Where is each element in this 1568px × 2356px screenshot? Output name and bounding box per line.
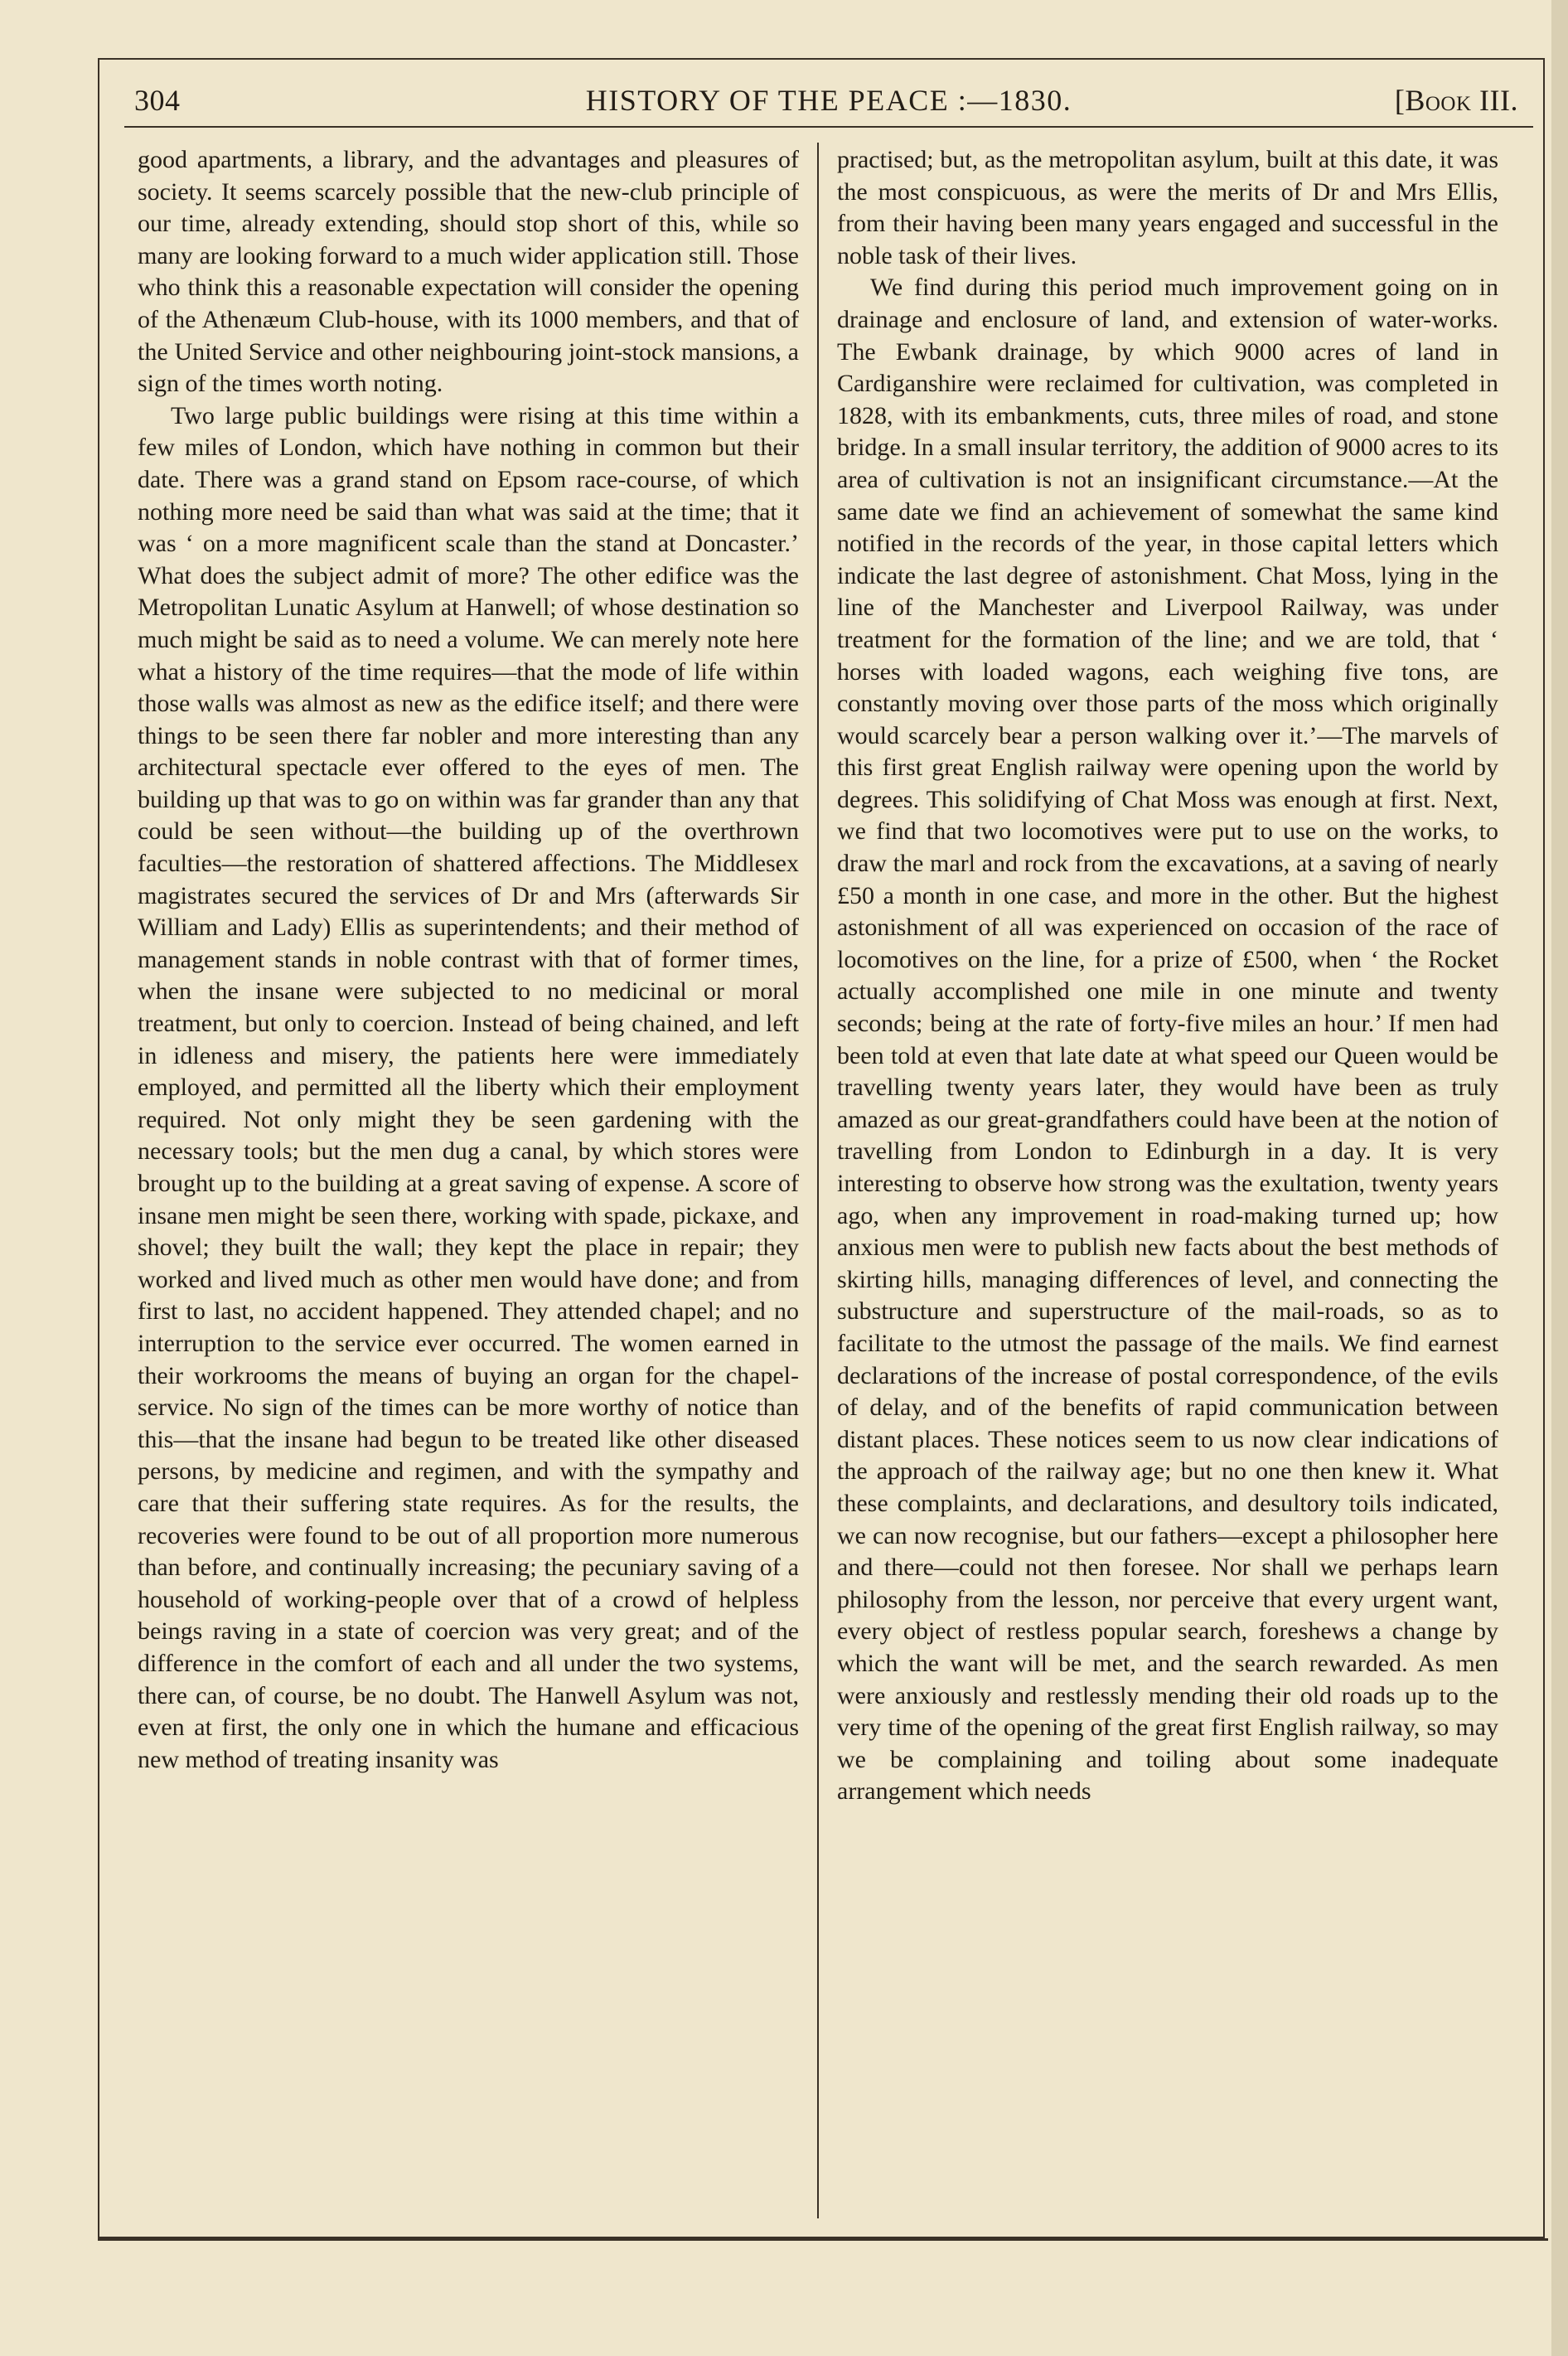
paragraph: Two large public buildings were rising at this time within a few miles of London, which have nothing in common but their date. There was a grand stand on Epsom race-course, of which nothing more need be said than what was said at the time; that it was ‘ on a more magnificent scale than the stand at Doncaster.’ What does the subject admit of more? The other edifice was the Metropolitan Lunatic Asylum at Hanwell; of whose destination so much might be said as to need a volume. We can merely note here what a history of the time requires—that the mode of life within those walls was almost as new as the edifice itself; and there were things to be seen there far nobler and more interesting than any architectural spectacle ever offered to the eyes of men. The building up that was to go on within was far grander than any that could be seen without—the building up of the overthrown faculties—the restoration of shattered affections. The Middlesex magistrates secured the services of Dr and Mrs (afterwards Sir William and Lady) Ellis as superintendents; and their method of management stands in noble contrast with that of former times, when the insane were subjected to no medicinal or moral treatment, but only to coercion. Instead of being chained, and left in idleness and misery, the patients here were immediately employed, and permitted all the liberty which their employment required. Not only might they be seen gardening with the necessary tools; but the men dug a canal, by which stores were brought up to the building at a great saving of expense. A score of insane men might be seen there, working with spade, pickaxe, and shovel; they built the wall; they kept the place in repair; they worked and lived much as other men would have done; and from first to last, no accident happened. They attended chapel; and no interruption to the service ever occurred. The women earned in their workrooms the means of buying an organ for the chapel-service. No sign of the times can be more worthy of notice than this—that the insane had begun to be treated like other diseased persons, by medicine and regimen, and with the sympathy and care that their suffering state requires. As for the results, the recoveries were found to be out of all proportion more numerous than before, and continually increasing; the pecuniary saving of a household of working-people over that of a crowd of helpless beings raving in a state of coercion was very great; and of the difference in the comfort of each and all under the two systems, there can, of course, be no doubt. The Hanwell Asylum was not, even at first, the only one in which the humane and efficacious new method of treating insanity was <box>138 401 799 1773</box>
running-title: HISTORY OF THE PEACE :—1830. <box>585 84 1072 117</box>
book-reference: [Book III. <box>1394 84 1518 117</box>
page-edge <box>1551 0 1568 2356</box>
paragraph: good apartments, a library, and the advantages and pleasures of society. It seems scarcely possible that the new-club principle of our time, already extending, should stop short of this, while so many are looking forward to a much wider application still. Those who think this a reasonable expectation will consider the opening of the Athenæum Club-house, with its 1000 members, and that of the United Service and other neighbouring joint-stock mansions, a sign of the times worth noting. <box>138 146 799 398</box>
bottom-rule <box>98 2238 1548 2241</box>
page-number: 304 <box>134 84 181 117</box>
left-column <box>138 144 799 2217</box>
header-rule <box>124 126 1533 128</box>
right-column <box>837 144 1498 2217</box>
running-header <box>124 76 1533 126</box>
paragraph: We find during this period much improvement going on in drainage and enclosure of land, and extension of water-works. The Ewbank drainage, by which 9000 acres of land in Cardiganshire were reclaimed for cultivation, was completed in 1828, with its embankments, cuts, three miles of road, and stone bridge. In a small insular territory, the addition of 9000 acres to its area of cultivation is not an insignificant circumstance.—At the same date we find an achievement of somewhat the same kind notified in the records of the year, in those capital letters which indicate the last degree of astonishment. Chat Moss, lying in the line of the Manchester and Liverpool Railway, was under treatment for the formation of the line; and we are told, that ‘ horses with loaded wagons, each weighing five tons, are constantly moving over those parts of the moss which originally would scarcely bear a person walking over it.’—The marvels of this first great English railway were opening upon the world by degrees. This solidifying of Chat Moss was enough at first. Next, we find that two locomotives were put to use on the works, to draw the marl and rock from the excavations, at a saving of nearly £50 a month in one case, and more in the other. But the highest astonishment of all was experienced on occasion of the race of locomotives on the line, for a prize of £500, when ‘ the Rocket actually accomplished one mile in one minute and twenty seconds; being at the rate of forty-five miles an hour.’ If men had been told at even that late date at what speed our Queen would be travelling twenty years later, they would have been as truly amazed as our great-grandfathers could have been at the notion of travelling from London to Edinburgh in a day. It is very interesting to observe how strong was the exultation, twenty years ago, when any improvement in road-making turned up; how anxious men were to publish new facts about the best methods of skirting hills, managing differences of level, and connecting the substructure and superstructure of the mail-roads, so as to facilitate to the utmost the passage of the mails. We find earnest declarations of the increase of postal correspondence, of the evils of delay, and of the benefits of rapid communication between distant places. These notices seem to us now clear indications of the approach of the railway age; but no one then knew it. What these complaints, and declarations, and desultory toils indicated, we can now recognise, but our fathers—except a philosopher here and there—could not then foresee. Nor shall we perhaps learn philosophy from the lesson, nor perceive that every urgent want, every object of restless popular search, foreshews a change by which the want will be met, and the search rewarded. As men were anxiously and restlessly mending their old roads up to the very time of the opening of the great first English railway, so may we be complaining and toiling about some inadequate arrangement which needs <box>837 274 1498 1806</box>
paragraph: practised; but, as the metropolitan asylum, built at this date, it was the most conspicuous, as were the merits of Dr and Mrs Ellis, from their having been many years engaged and successful in the noble task of their lives. <box>837 146 1498 269</box>
column-divider <box>817 143 819 2218</box>
